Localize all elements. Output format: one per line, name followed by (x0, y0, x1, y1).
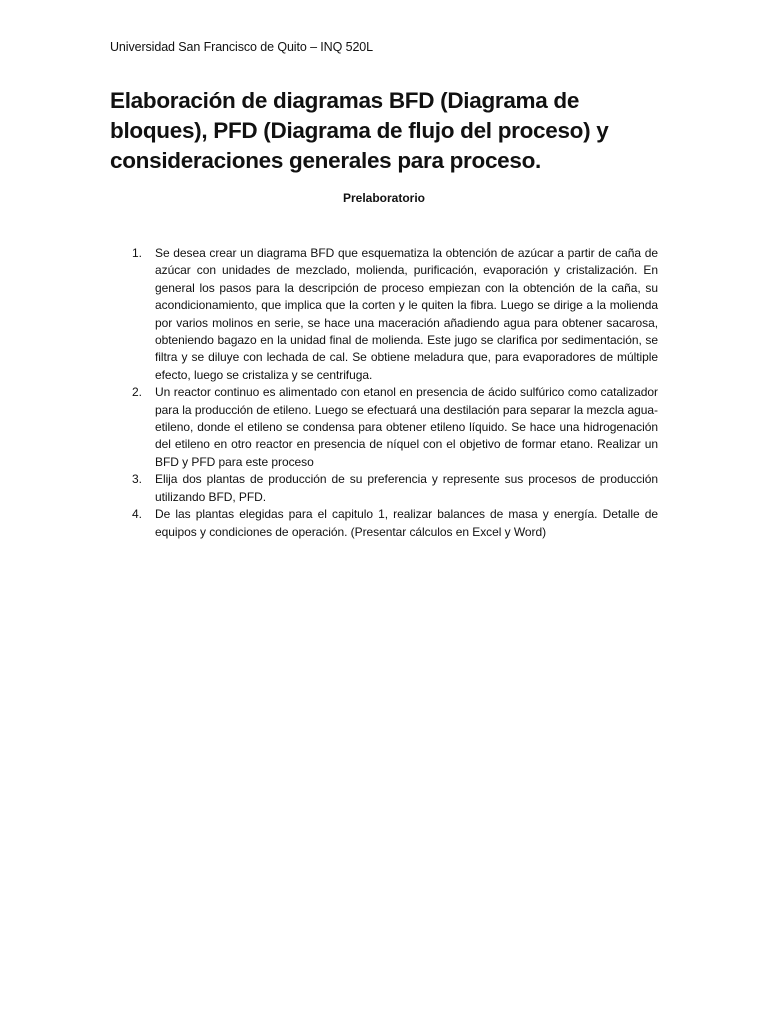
questions-list (110, 245, 658, 541)
question-text: Se desea crear un diagrama BFD que esquematiza la obtención de azúcar a partir de caña de azúcar con unidades de mezclado, molienda, purificación, evaporación y cristalización. En general los pasos para la descripción de proceso empiezan con la obtención de la caña, su acondicionamiento, que implica que la corten y le quiten la fibra. Luego se dirige a la molienda por varios molinos en serie, se hace una maceración añadiendo agua para obtener sacarosa, obteniendo bagazo en la unidad final de molienda. Este jugo se clarifica por sedimentación, se filtra y se diluye con lechada de cal. Se obtiene meladura que, para evaporadores de múltiple efecto, luego se cristaliza y se centrifuga. (155, 246, 658, 382)
question-number: 2. (132, 385, 142, 400)
question-text: De las plantas elegidas para el capitulo 1, realizar balances de masa y energía. Detalle de equipos y condiciones de operación. (Presentar cálculos en Excel y Word) (155, 507, 658, 539)
question-number: 3. (132, 472, 142, 487)
list-item (110, 245, 658, 384)
list-item (110, 471, 658, 506)
subtitle-prelaboratorio: Prelaboratorio (342, 191, 426, 205)
list-item (110, 506, 658, 541)
list-item (110, 384, 658, 471)
question-text: Elija dos plantas de producción de su preferencia y represente sus procesos de producción utilizando BFD, PFD. (155, 472, 658, 504)
question-text: Un reactor continuo es alimentado con etanol en presencia de ácido sulfúrico como catalizador para la producción de etileno. Luego se efectuará una destilación para separar la mezcla agua-etileno, donde el etileno se condensa para obtener etileno líquido. Se hace una hidrogenación del etileno en otro reactor en presencia de níquel con el objetivo de formar etano. Realizar un BFD y PFD para este proceso (155, 385, 658, 469)
header-institution: Universidad San Francisco de Quito – INQ 520L (110, 40, 373, 54)
question-number: 4. (132, 507, 142, 522)
question-number: 1. (132, 246, 142, 260)
page-title: Elaboración de diagramas BFD (Diagrama de bloques), PFD (Diagrama de flujo del proceso) y consideraciones generales para proceso. (110, 88, 609, 173)
